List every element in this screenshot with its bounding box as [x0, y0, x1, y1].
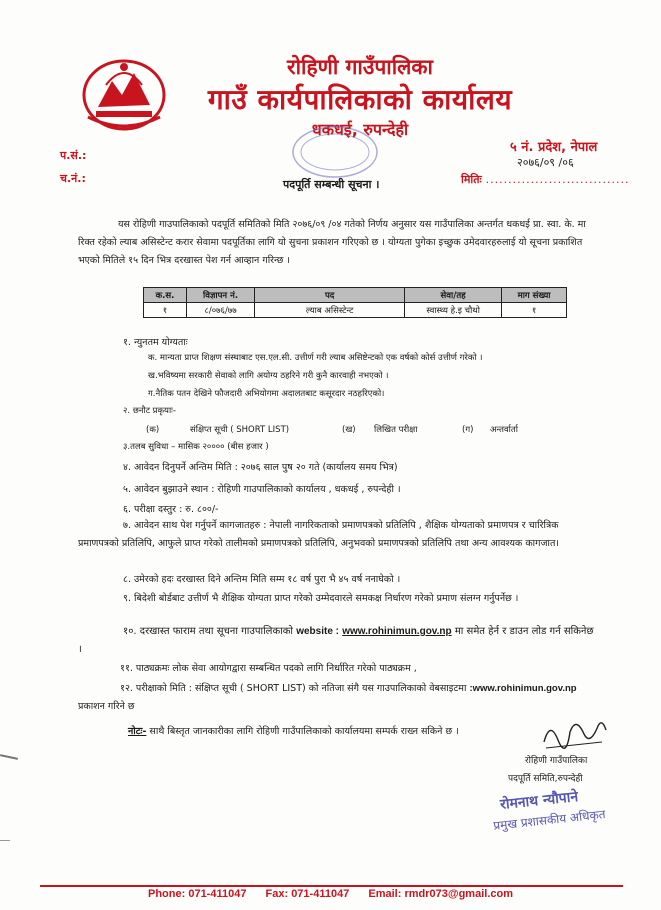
office-name: गाउँ कार्यपालिकाको कार्यालय: [207, 83, 513, 116]
application-form-text: १०. दरखास्त फाराम तथा सूचना गाउपालिकाको: [123, 626, 294, 637]
vacancy-table: [143, 287, 567, 318]
selection-heading: २. छनौट प्रकृयाः-: [123, 406, 176, 416]
document-date: २०७६/०९ /०६: [517, 156, 574, 169]
table-cell: स्वास्थ्य हे.इ चौथो: [405, 303, 502, 318]
signature-icon: [540, 712, 610, 752]
scan-edge-mark: [0, 840, 10, 841]
qualification-heading: १. न्युनतम योग्यताः: [123, 337, 188, 348]
notice-title: पदपूर्ति सम्बन्धी सूचना ।: [283, 178, 380, 191]
table-cell: ८/०७६/७७: [186, 303, 254, 318]
dispatch-number-label: च.नं.:: [60, 172, 86, 185]
date-field: [461, 172, 630, 187]
seal-officer-name: रोमनाथ न्यौपाने: [499, 788, 579, 814]
selection-option-key: (ख): [342, 425, 356, 435]
exam-fee-line: ६. परीक्षा दस्तुर : रु. ८००/-: [123, 504, 219, 515]
table-header-row: [144, 288, 567, 303]
footer-email[interactable]: Email: rmdr073@gmail.com: [368, 888, 513, 900]
selection-option: अन्तर्वार्ता: [490, 425, 518, 435]
footer-fax: Fax: 071-411047: [265, 888, 350, 900]
qualification-item: क. मान्यता प्राप्त शिक्षण संस्थाबाट एस.एल.सी. उत्तीर्ण गरी ल्याब असिष्टेन्टको एक वर्षको कोर्स उत्तीर्ण गरेको ।: [148, 353, 483, 363]
application-form-paragraph: [78, 623, 598, 659]
table-header-cell: विज्ञापन नं.: [186, 288, 254, 303]
municipality-name: रोहिणी गाउँपालिका: [287, 55, 433, 79]
table-header-cell: पद: [255, 288, 405, 303]
table-cell: १: [144, 303, 187, 318]
submission-place-line: ५. आवेदन बुझाउने स्थान : रोहिणी गाउपालिकाको कार्यालय , धकधई , रुपन्देही ।: [123, 484, 401, 495]
table-header-cell: सेवा/तह: [405, 288, 502, 303]
seal-officer-title: प्रमुख प्रशासकीय अधिकृत: [492, 807, 607, 833]
selection-option: लिखित परीक्षा: [374, 425, 418, 435]
date-field-dots: ................................: [485, 173, 630, 186]
age-limit-line: ८. उमेरको हदः दरखास्त दिने अन्तिम मिति सम्म १८ वर्ष पुरा भै ४५ वर्ष ननाघेको ।: [123, 574, 401, 585]
result-text-end: प्रकाशन गरिने छ: [78, 701, 135, 712]
date-field-label: मितिः: [461, 173, 482, 186]
selection-option: संक्षिप्त सूची ( SHORT LIST): [190, 425, 290, 435]
selection-option-key: (ग): [462, 425, 474, 435]
signatory-committee: पदपूर्ति समिति,रुपन्देही: [508, 774, 583, 784]
table-header-cell: माग संख्या: [502, 288, 567, 303]
note-text: साथै बिस्तृत जानकारीका लागि रोहिणी गाउँपालिकाको कार्यालयमा सम्पर्क राख्न सकिने छ ।: [149, 726, 459, 737]
website-label: website :: [296, 626, 339, 637]
result-website-link[interactable]: :www.rohinimun.gov.np: [469, 683, 577, 694]
documents-paragraph: ७. आवेदन साथ पेश गर्नुपर्ने कागजातहरु : नेपाली नागरिकताको प्रमाणपत्रको प्रतिलिपि , शैक्षिक योग्यताको प्रमाणपत्र र चारित्रिक प्रमाणपत्रको प्रतिलिपि, आफुले प्राप्त गरेको तालीमको प्रमाणपत्रको प्रतिलिपि, अनुभवको प्रमाणपत्रको प्रतिलिपि तथा अन्य आवश्यक कागजात।: [78, 520, 559, 549]
signatory-org: रोहिणी गाउँपालिका: [525, 756, 588, 766]
note-label: नोटः-: [128, 726, 147, 737]
office-location: धकधई, रुपन्देही: [311, 120, 409, 139]
qualification-item: ग.नैतिक पतन देखिने फौजदारी अभियोगमा अदालतबाट कसूरदार नठहरिएको।: [148, 389, 385, 399]
syllabus-line: ११. पाठ्यक्रमः लोक सेवा आयोगद्वारा सम्बन्धित पदको लागि निर्धारित गरेको पाठ्यक्रम ,: [120, 663, 417, 674]
table-cell: १: [502, 303, 567, 318]
table-row: [144, 303, 567, 318]
result-paragraph: [78, 680, 598, 716]
ref-number-label: प.सं.:: [60, 149, 87, 162]
note-line: [128, 724, 459, 737]
website-link[interactable]: www.rohinimun.gov.np: [342, 626, 452, 637]
table-header-cell: क.स.: [144, 288, 187, 303]
footer-phone: Phone: 071-411047: [148, 888, 247, 900]
qualification-item: ख.भविष्यमा सरकारी सेवाको लागि अयोग्य ठहरिने गरी कुनै कारवाही नभएको ।: [148, 371, 389, 381]
application-form-text-end: मा समेत हेर्न र डाउन लोड गर्न सकिनेछ ।: [78, 626, 594, 655]
footer-divider: [40, 885, 623, 887]
intro-paragraph: यस रोहिणी गाउपालिकाको पदपूर्ति समितिको मिति २०७६/०९ /०४ गतेको निर्णय अनुसार यस गाउँपालिका अन्तर्गत धकधई प्रा. स्वा. के. मा रिक्त रहेको ल्याब असिस्टेन्ट करार सेवामा पदपूर्तिका लागि यो सुचना प्रकाशन गरिएको छ । योग्यता पुगेका इच्छुक उमेदवारहरुलाई यो सूचना प्रकाशित भएको मितिले १५ दिन भित्र दरखास्त पेश गर्न आव्हान गरिन्छ ।: [78, 219, 586, 266]
office-stamp-icon: [290, 124, 380, 180]
result-text: १२. परीक्षाको मिति : संक्षिप्त सूची ( SHORT LIST) को नतिजा संगै यस गाउपालिकाको वेबसाइटमा: [120, 683, 467, 694]
selection-option-key: (क): [146, 425, 160, 435]
table-cell: ल्याब असिस्टेन्ट: [255, 303, 405, 318]
footer-contact: [0, 888, 661, 900]
foreign-board-paragraph: ९. बिदेशी बोर्डबाट उत्तीर्ण भै शैक्षिक योग्यता प्राप्त गरेको उम्मेदवारले समकक्ष निर्धारण गरेको प्रमाण संलग्न गर्नुपर्नेछ ।: [123, 593, 519, 604]
salary-line: ३.तलब सुविधा – मासिक २०००० (बीस हजार ): [123, 442, 269, 452]
scan-edge-mark: [0, 754, 18, 760]
deadline-line: ४. आवेदन दिनुपर्ने अन्तिम मिति : २०७६ साल पुष २० गते (कार्यालय समय भित्र): [123, 462, 398, 473]
nepal-emblem-icon: [78, 55, 170, 133]
province-label: ५ नं. प्रदेश, नेपाल: [510, 140, 598, 155]
